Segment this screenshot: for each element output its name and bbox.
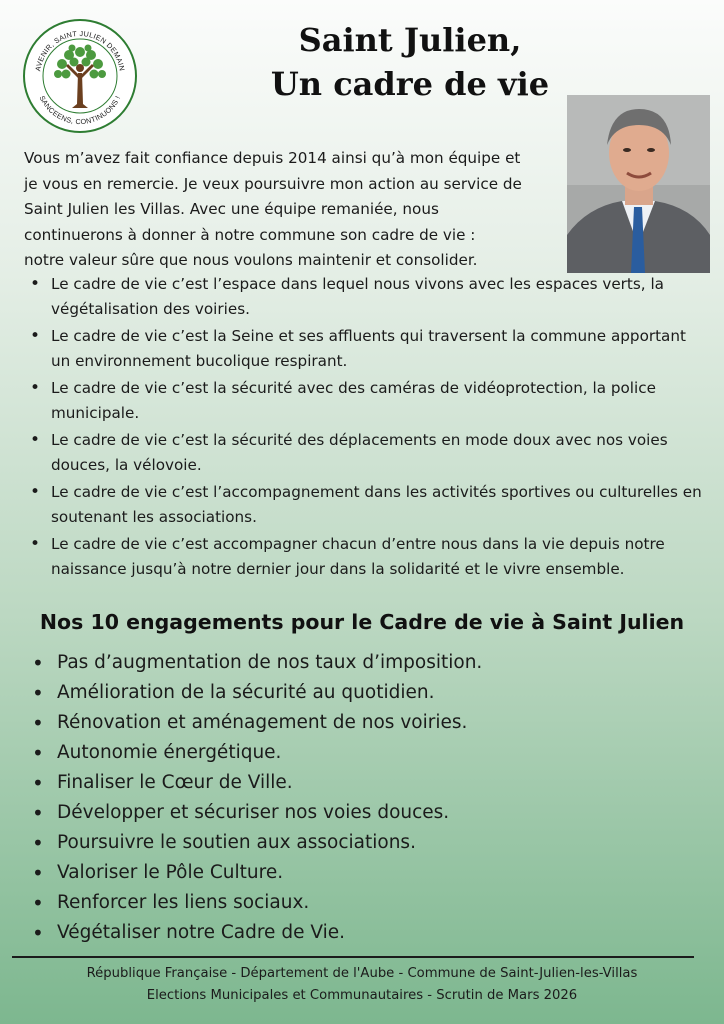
footer xyxy=(0,963,724,1007)
title-line-1: Saint Julien, xyxy=(298,21,522,59)
list-item: • Le cadre de vie c’est accompagner chacun d’entre nous dans la vie depuis notre naissance jusqu’à notre dernier jour dans la solidarité et le vivre ensemble. xyxy=(30,532,710,582)
engagement-item: • Développer et sécuriser nos voies douces. xyxy=(32,798,712,828)
engagements-heading: Nos 10 engagements pour le Cadre de vie à Saint Julien xyxy=(39,610,685,634)
intro-line: je vous en remercie. Je veux poursuivre mon action au service de xyxy=(24,174,522,193)
engagement-item: • Autonomie énergétique. xyxy=(32,738,712,768)
engagement-item: • Valoriser le Pôle Culture. xyxy=(32,858,712,888)
list-item: • Le cadre de vie c’est l’espace dans lequel nous vivons avec les espaces verts, la végétalisation des voiries. xyxy=(30,272,710,322)
intro-paragraph xyxy=(24,146,564,274)
title-line-2: Un cadre de vie xyxy=(270,65,550,103)
engagement-item: • Renforcer les liens sociaux. xyxy=(32,888,712,918)
candidate-portrait xyxy=(567,95,710,273)
list-item: • Le cadre de vie c’est la sécurité avec des caméras de vidéoprotection, la police municipale. xyxy=(30,376,710,426)
intro-line: notre valeur sûre que nous voulons maintenir et consolider. xyxy=(24,251,478,269)
engagements-list xyxy=(32,648,712,948)
page-title xyxy=(210,18,610,106)
footer-line-1: République Française - Département de l'Aube - Commune de Saint-Julien-les-Villas xyxy=(86,966,638,981)
footer-line-2: Elections Municipales et Communautaires - Scrutin de Mars 2026 xyxy=(146,988,578,1003)
list-item: • Le cadre de vie c’est l’accompagnement dans les activités sportives ou culturelles en soutenant les associations. xyxy=(30,480,710,530)
footer-divider xyxy=(12,956,694,958)
list-item: • Le cadre de vie c’est la Seine et ses affluents qui traversent la commune apportant un environnement bucolique respirant. xyxy=(30,324,710,374)
tree-logo-icon xyxy=(22,18,138,134)
engagement-item: • Poursuivre le soutien aux associations. xyxy=(32,828,712,858)
portrait-photo xyxy=(567,95,710,273)
logo-text-top: AVENIR, SAINT JULIEN DEMAIN xyxy=(33,28,127,72)
list-item: • Le cadre de vie c’est la sécurité des déplacements en mode doux avec nos voies douces, la vélovoie. xyxy=(30,428,710,478)
engagement-item: • Finaliser le Cœur de Ville. xyxy=(32,768,712,798)
logo-text-bottom: SANCEENS, CONTINUONS ! xyxy=(37,94,123,127)
engagement-item: • Amélioration de la sécurité au quotidien. xyxy=(32,678,712,708)
intro-line: Vous m’avez fait confiance depuis 2014 ainsi qu’à mon équipe et xyxy=(24,149,521,167)
engagement-item: • Végétaliser notre Cadre de Vie. xyxy=(32,918,712,948)
intro-line: continuerons à donner à notre commune son cadre de vie : xyxy=(24,225,476,244)
engagement-item: • Pas d’augmentation de nos taux d’imposition. xyxy=(32,648,712,678)
intro-line: Saint Julien les Villas. Avec une équipe remaniée, nous xyxy=(24,200,439,218)
cadre-de-vie-list xyxy=(30,272,710,584)
engagement-item: • Rénovation et aménagement de nos voiries. xyxy=(32,708,712,738)
campaign-logo xyxy=(22,18,138,134)
